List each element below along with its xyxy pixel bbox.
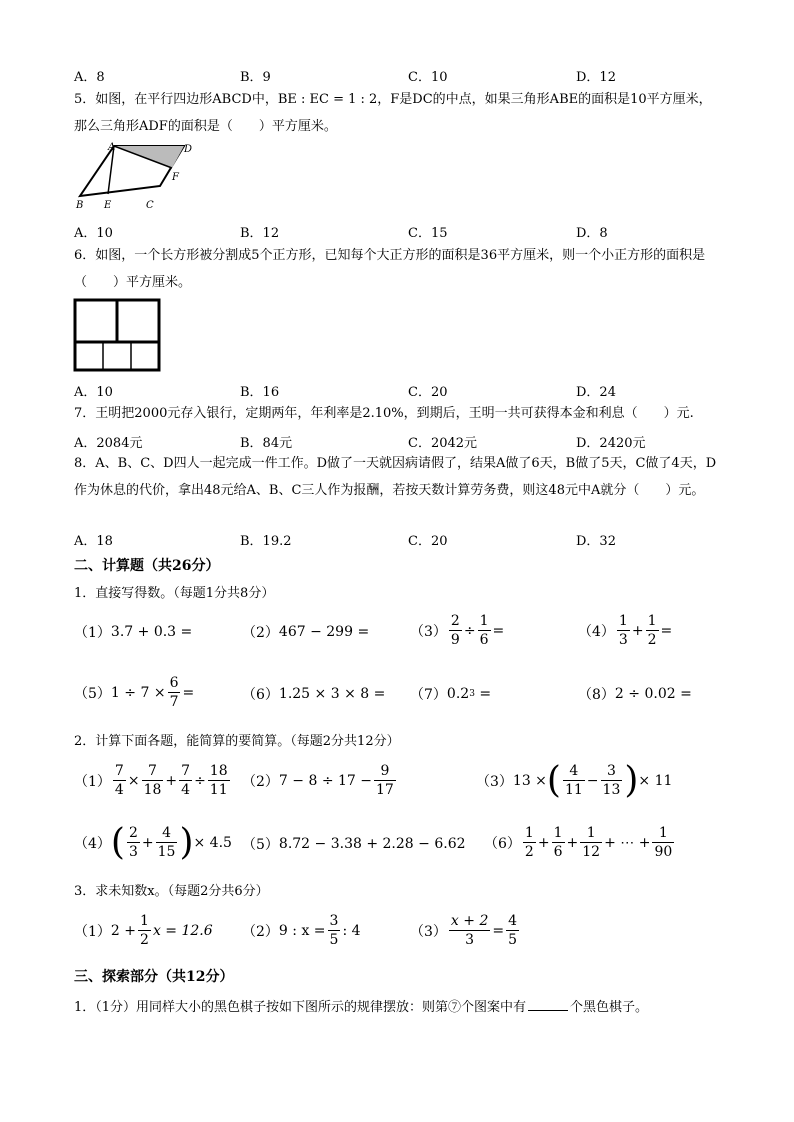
- option-c: C．2042元: [408, 436, 478, 451]
- q8-text: 8．A、B、C、D四人一起完成一件工作。D做了一天就因病请假了，结果A做了6天，B做了5天，C做了4天，D作为休息的代价，拿出48元给A、B、C三人作为报酬，若按天数计算劳务费，则这48元中A就分（ ）元。: [74, 456, 717, 498]
- direct-1: （1） 3.7 + 0.3 =: [74, 624, 193, 641]
- option-b: B．19.2: [240, 534, 292, 549]
- label-f: F: [172, 172, 179, 183]
- option-d: D．12: [576, 70, 616, 85]
- option-a: A．8: [74, 70, 105, 85]
- calc-4: （4） ( $\frac{2}{3}$ + $\frac{4}{15}$ ) × 4.5: [74, 822, 232, 863]
- option-b: B．84元: [240, 436, 293, 451]
- q7-text: 7．王明把2000元存入银行，定期两年，年利率是2.10%，到期后，王明一共可获得本金和利息（ ）元.: [74, 406, 694, 421]
- option-d: D．24: [576, 385, 616, 400]
- q7-options: [74, 432, 734, 450]
- option-c: C．20: [408, 385, 448, 400]
- calc-1: （1） $\frac{7}{4}$ × $\frac{7}{18}$ + $\frac{7}{4}$ ÷ $\frac{18}{11}$: [74, 763, 228, 798]
- q5-text: 5．如图，在平行四边形ABCD中，BE : EC = 1 : 2，F是DC的中点，如果三角形ABE的面积是10平方厘米，那么三角形ADF的面积是（ ）平方厘米。: [74, 92, 712, 134]
- label-b: B: [76, 200, 84, 210]
- solve-1: （1） 2 + $\frac{1}{2}$ x = 12.6: [74, 913, 213, 948]
- direct-3: （3） $\frac{2}{9}$ ÷ $\frac{1}{6}$ =: [410, 613, 505, 648]
- option-d: D．2420元: [576, 436, 646, 451]
- option-c: C．15: [408, 226, 448, 241]
- rectangle-squares-figure: [73, 298, 163, 374]
- option-b: B．12: [240, 226, 280, 241]
- calc-5: （5） 8.72 − 3.38 + 2.28 − 6.62: [242, 836, 466, 853]
- parallelogram-figure: [72, 140, 202, 210]
- calc-6: （6） $\frac{1}{2}$ + $\frac{1}{6}$ + $\frac{1}{12}$ + ⋯ + $\frac{1}{90}$: [484, 825, 673, 860]
- solve-3: （3） $\frac{x + 2}{3}$ = $\frac{4}{5}$: [410, 913, 518, 948]
- section2-sub3: 3．求未知数x。（每题2分共6分）: [74, 884, 269, 899]
- section3-title: 三、探索部分（共12分）: [74, 969, 234, 985]
- section3-q1: 1．（1分）用同样大小的黑色棋子按如下图所示的规律摆放：则第⑦个图案中有 个黑色棋子。: [74, 1000, 649, 1015]
- option-c: C．20: [408, 534, 448, 549]
- q4-options: [74, 66, 734, 84]
- option-d: D．8: [576, 226, 608, 241]
- label-d: D: [184, 144, 193, 155]
- direct-5: （5） 1 ÷ 7 × $\frac{6}{7}$ =: [74, 675, 195, 710]
- direct-2: （2） 467 − 299 =: [242, 624, 370, 641]
- label-a: A: [108, 142, 116, 153]
- label-c: C: [146, 200, 154, 210]
- option-a: A．10: [74, 385, 113, 400]
- q6-options: [74, 381, 734, 399]
- q5-options: [74, 222, 734, 240]
- calc-2: （2） 7 − 8 ÷ 17 − $\frac{9}{17}$: [242, 763, 394, 798]
- section2-sub1: 1．直接写得数。（每题1分共8分）: [74, 586, 275, 601]
- option-c: C．10: [408, 70, 448, 85]
- option-a: A．10: [74, 226, 113, 241]
- answer-blank[interactable]: [528, 998, 568, 1011]
- option-b: B．9: [240, 70, 271, 85]
- option-d: D．32: [576, 534, 616, 549]
- section2-sub2: 2．计算下面各题，能简算的要简算。（每题2分共12分）: [74, 734, 400, 749]
- solve-2: （2） 9 : x = $\frac{3}{5}$ : 4: [242, 913, 361, 948]
- option-b: B．16: [240, 385, 280, 400]
- q6-text: 6．如图，一个长方形被分割成5个正方形，已知每个大正方形的面积是36平方厘米，则一个小正方形的面积是（ ）平方厘米。: [74, 248, 706, 290]
- direct-7: （7） 0.2 3 =: [410, 686, 492, 703]
- direct-4: （4） $\frac{1}{3}$ + $\frac{1}{2}$ =: [578, 613, 673, 648]
- section2-title: 二、计算题（共26分）: [74, 558, 220, 574]
- option-a: A．2084元: [74, 436, 143, 451]
- direct-6: （6） 1.25 × 3 × 8 =: [242, 686, 386, 703]
- option-a: A．18: [74, 534, 113, 549]
- label-e: E: [104, 200, 112, 210]
- q8-options: [74, 530, 734, 548]
- direct-8: （8） 2 ÷ 0.02 =: [578, 686, 692, 703]
- calc-3: （3） 13 × ( $\frac{4}{11}$ − $\frac{3}{13}$ ) × 11: [476, 760, 673, 801]
